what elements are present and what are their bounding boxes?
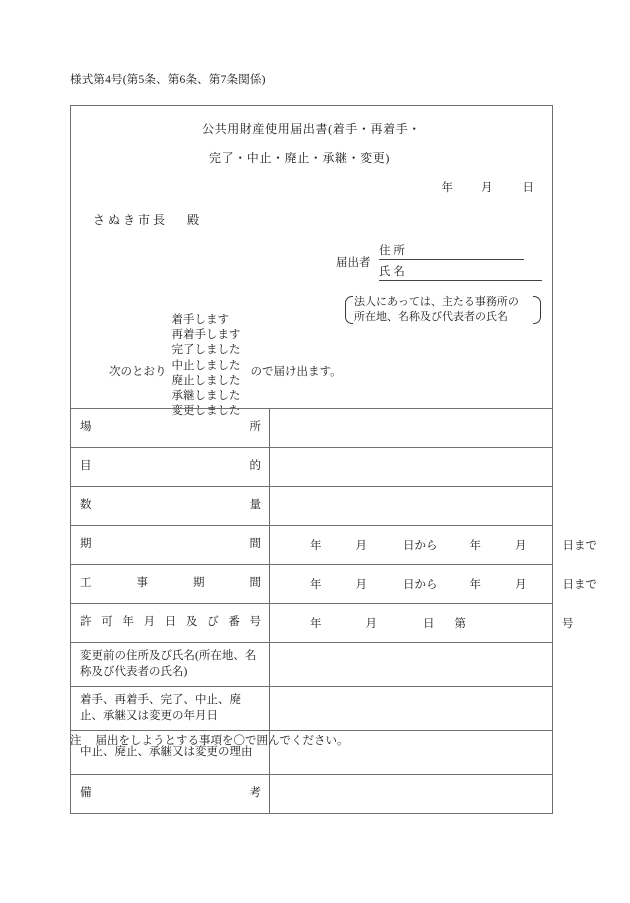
header-frame: [70, 105, 553, 418]
label-char: 月: [143, 616, 156, 629]
statement-option[interactable]: 着手します: [171, 314, 229, 326]
label-char: 備: [80, 787, 92, 800]
table-row: [71, 604, 553, 643]
period-month-2: 月: [515, 540, 527, 552]
permit-number-prefix: 第: [454, 618, 466, 630]
table-row: [71, 409, 553, 448]
label-char: 間: [249, 577, 261, 590]
label-char: び: [207, 616, 219, 629]
label-char: 的: [249, 460, 261, 473]
table-row: [71, 775, 553, 814]
corporate-note-line-1: 法人にあっては、主たる事務所の: [354, 296, 519, 308]
label-char: 年: [122, 616, 134, 629]
period-month: 月: [355, 540, 367, 552]
table-row: [71, 687, 553, 731]
statement-options: [167, 313, 241, 419]
label-char: 工: [80, 577, 92, 590]
bracket-right-icon: [534, 294, 543, 326]
permit-month: 月: [365, 618, 377, 630]
addressee-city: さ ぬ き 市 長: [93, 213, 166, 227]
period-month-2: 月: [515, 579, 527, 591]
addressee-honorific: 殿: [187, 213, 200, 227]
submitter-name-field[interactable]: 氏 名: [379, 263, 542, 281]
row-value-remarks[interactable]: [270, 775, 553, 814]
table-row: [71, 643, 553, 687]
row-value-construction-period[interactable]: [270, 565, 597, 604]
label-char: 目: [80, 460, 92, 473]
period-year-2: 年: [469, 579, 481, 591]
table-row: [71, 526, 553, 565]
table-row: [71, 487, 553, 526]
statement-prefix: 次のとおり: [109, 366, 167, 378]
submission-date-line: [442, 179, 535, 195]
footer-note-marker: 注: [70, 735, 82, 747]
table-row: [71, 565, 553, 604]
submitter-address-field[interactable]: 住 所: [379, 242, 524, 260]
period-year-2: 年: [469, 540, 481, 552]
label-char: 間: [249, 538, 261, 551]
label-char: 可: [101, 616, 113, 629]
label-char: 及: [185, 616, 198, 629]
label-char: 場: [80, 421, 92, 434]
corporate-note-line-2: 所在地、名称及び代表者の氏名: [354, 311, 508, 324]
permit-template: [276, 615, 574, 631]
row-label-permit: [71, 604, 270, 643]
title-line-2: 完了・中止・廃止・承継・変更): [209, 151, 390, 165]
label-char: 号: [249, 616, 261, 629]
statement-option[interactable]: 完了しました: [171, 344, 241, 357]
label-text: 変更前の住所及び氏名(所在地、名称及び代表者の氏名): [80, 649, 257, 678]
row-label-event-date: [71, 687, 270, 731]
corporate-note: [343, 294, 543, 326]
date-month-label: 月: [481, 182, 493, 194]
statement-option[interactable]: 廃止しました: [171, 374, 241, 387]
label-char: 期: [80, 538, 92, 551]
row-value-period[interactable]: [270, 526, 597, 565]
row-value-place[interactable]: [270, 409, 553, 448]
label-char: 事: [136, 577, 148, 590]
statement-option[interactable]: 再着手します: [171, 329, 241, 342]
row-value-event-date[interactable]: [270, 687, 553, 731]
label-char: 量: [249, 499, 261, 512]
bracket-left-icon: [343, 294, 352, 326]
label-text: 着手、再着手、完了、中止、廃止、承継又は変更の年月日: [80, 693, 241, 722]
document-title: [71, 106, 552, 166]
statement-option[interactable]: 承継しました: [171, 389, 241, 402]
row-label-quantity: [71, 487, 270, 526]
statement-option[interactable]: 中止しました: [171, 359, 241, 372]
label-text: 中止、廃止、承継又は変更の理由: [80, 745, 253, 758]
period-day-to: 日まで: [562, 579, 597, 591]
label-char: 所: [249, 421, 261, 434]
statement-option[interactable]: 変更しました: [171, 405, 241, 418]
period-month: 月: [355, 579, 367, 591]
declaration-statement: [109, 313, 342, 419]
table-row: [71, 448, 553, 487]
row-label-purpose: [71, 448, 270, 487]
period-template: [276, 537, 597, 553]
submitter-label: 届出者: [336, 257, 371, 269]
label-char: 考: [249, 787, 261, 800]
period-year: 年: [310, 579, 322, 591]
row-value-purpose[interactable]: [270, 448, 553, 487]
row-value-permit[interactable]: [270, 604, 574, 643]
label-char: 許: [80, 616, 92, 629]
label-char: 番: [228, 616, 240, 629]
permit-day: 日: [423, 618, 435, 630]
row-label-period: [71, 526, 270, 565]
date-year-label: 年: [441, 182, 453, 194]
form-table: [70, 408, 597, 814]
label-char: 期: [193, 577, 205, 590]
period-day-from: 日から: [403, 540, 438, 552]
submitter-fields: [379, 242, 542, 284]
period-year: 年: [310, 540, 322, 552]
title-line-1: 公共用財産使用届出書(着手・再着手・: [202, 122, 421, 136]
form-number: 様式第4号(第5条、第6条、第7条関係): [70, 74, 266, 86]
permit-year: 年: [310, 618, 322, 630]
label-char: 数: [80, 499, 92, 512]
row-label-place: [71, 409, 270, 448]
period-day-to: 日まで: [562, 540, 597, 552]
row-value-previous-address[interactable]: [270, 643, 553, 687]
row-value-quantity[interactable]: [270, 487, 553, 526]
footer-note-text: 届出をしようとする事項を〇で囲んでください。: [95, 735, 349, 747]
date-day-label: 日: [522, 182, 534, 194]
footer-note: [70, 732, 349, 748]
row-label-construction-period: [71, 565, 270, 604]
permit-number-suffix: 号: [562, 618, 574, 630]
row-label-remarks: [71, 775, 270, 814]
label-char: 日: [164, 616, 177, 629]
addressee: [93, 211, 199, 228]
corporate-note-text: [352, 294, 534, 326]
period-template: [276, 576, 597, 592]
statement-suffix: ので届け出ます。: [250, 366, 342, 378]
period-day-from: 日から: [403, 579, 438, 591]
row-label-previous-address: [71, 643, 270, 687]
